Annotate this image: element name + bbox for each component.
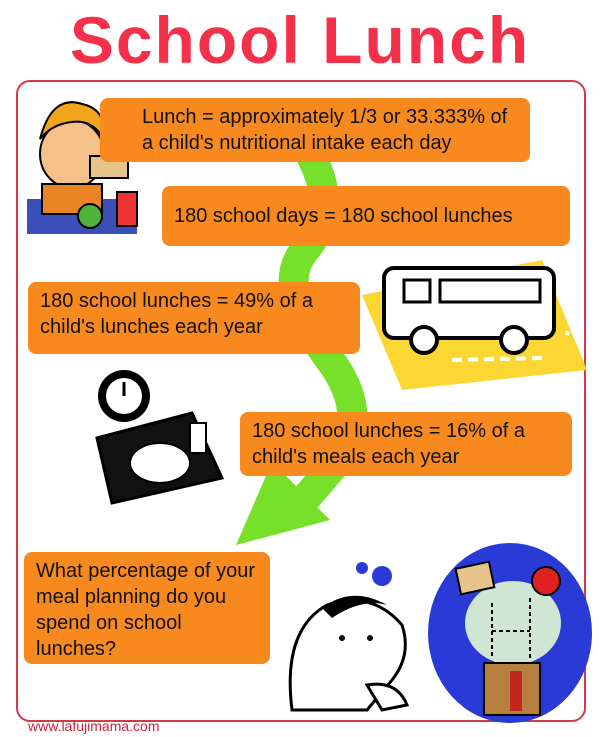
fact-box-school-days bbox=[162, 186, 570, 246]
fact-text-nutrition: Lunch = approximately 1/3 or 33.333% of a child's nutritional intake each day bbox=[142, 106, 508, 154]
school-bus-illustration bbox=[362, 240, 592, 390]
lunch-tray-illustration bbox=[82, 368, 232, 508]
thought-bubble-lunch-bag bbox=[418, 543, 598, 723]
fact-box-lunches-yearly bbox=[28, 282, 360, 354]
website-url[interactable]: www.lafujimama.com bbox=[28, 718, 160, 734]
infographic-title: School Lunch bbox=[69, 3, 531, 77]
thinking-man-illustration bbox=[272, 560, 442, 720]
fact-text-lunches-yearly: 180 school lunches = 49% of a child's lunches each year bbox=[40, 290, 313, 338]
question-box bbox=[24, 552, 270, 664]
fact-text-meals-yearly: 180 school lunches = 16% of a child's meals each year bbox=[252, 420, 525, 468]
fact-box-nutrition bbox=[100, 98, 530, 162]
fact-box-meals-yearly bbox=[240, 412, 572, 476]
fact-text-school-days: 180 school days = 180 school lunches bbox=[174, 205, 513, 227]
question-text: What percentage of your meal planning do you spend on school lunches? bbox=[36, 560, 256, 660]
